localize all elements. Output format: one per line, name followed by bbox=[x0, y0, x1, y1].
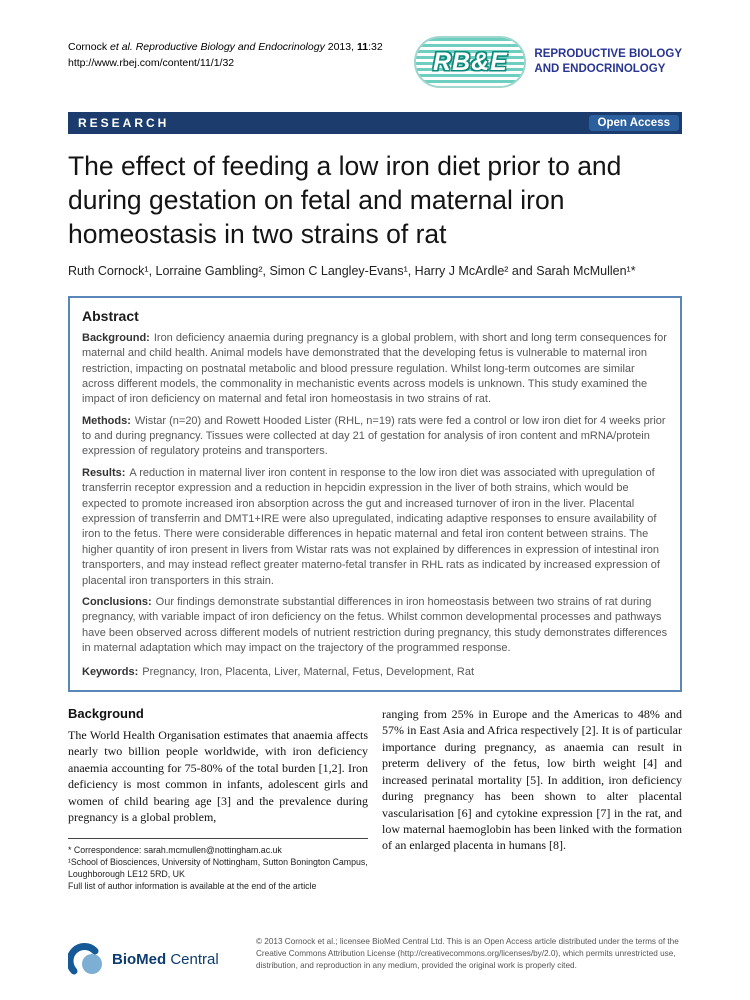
affiliation-note: ¹School of Biosciences, University of Nottingham, Sutton Bonington Campus, Loughborough LE12 5RD, UK bbox=[68, 856, 368, 880]
research-banner bbox=[68, 112, 682, 134]
citation-pages: :32 bbox=[368, 41, 383, 53]
abstract-box bbox=[68, 296, 682, 692]
abstract-results-paragraph bbox=[82, 466, 668, 589]
abstract-methods-text: Wistar (n=20) and Rowett Hooded Lister (RHL, n=19) rats were fed a control or low iron diet for 4 weeks prior to and during pregnancy. Tissues were collected at day 21 of gestation for analysis of iron content and mRNA/protein expression of regulatory proteins and transporters. bbox=[82, 414, 666, 458]
keywords-label: Keywords: bbox=[82, 665, 139, 678]
correspondence-note bbox=[68, 844, 368, 856]
abstract-conclusions-paragraph bbox=[82, 595, 668, 657]
biomed-central-logo bbox=[68, 936, 240, 976]
abstract-background-paragraph bbox=[82, 331, 668, 408]
keywords-text: Pregnancy, Iron, Placenta, Liver, Maternal, Fetus, Development, Rat bbox=[142, 665, 475, 678]
article-title: The effect of feeding a low iron diet prior to and during gestation on fetal and maternal iron homeostasis in two strains of rat bbox=[68, 151, 622, 249]
abstract-conclusions-label: Conclusions: bbox=[82, 595, 152, 608]
rbe-logo-text: RB&E bbox=[432, 47, 508, 76]
copyright-text: © 2013 Cornock et al.; licensee BioMed Central Ltd. This is an Open Access article distributed under the terms of the Creative Commons Attribution License (http://creativecommons.org/licenses/by/2.0), which permits unrestricted use, distribution, and reproduction in any medium, provided the original work is properly cited. bbox=[256, 937, 679, 970]
biomed-central-wordmark bbox=[112, 951, 219, 968]
body-column-left bbox=[68, 706, 368, 893]
correspondence-email-link[interactable]: sarah.mcmullen@nottingham.ac.uk bbox=[143, 844, 282, 855]
abstract-background-label: Background: bbox=[82, 331, 150, 344]
keywords-line bbox=[82, 665, 668, 680]
abstract-conclusions-text: Our findings demonstrate substantial differences in iron homeostasis between two strains of rat during pregnancy, with variable impact of iron deficiency on the fetus. Whilst common developmental processes and pathways have been observed across different models of nutrient restriction during pregnancy, this study demonstrates differences in maternal adaptation which may impact on the trajectory of the programmed response. bbox=[82, 595, 668, 655]
biomed-central-logo-icon bbox=[68, 942, 106, 976]
abstract-results-text: A reduction in maternal liver iron content in response to the low iron diet was associated with upregulation of transferrin receptor expression and a reduction in hepcidin expression in the liver of both strains, which would be expected to promote increased iron absorption across the gut and increased turnover of iron in the liver. Placental expression of transferrin and DMT1+IRE were also upregulated, indicating adaptive responses to ensure availability of iron to the fetus. There were considerable differences in hepatic maternal and fetal iron content between strains. The higher quantity of iron present in livers from Wistar rats was not explained by differences in expression of intestinal iron transporters, and may instead reflect greater materno-fetal transfer in RHL rats as indicated by increased expression of placental iron transporters in this strain. bbox=[82, 466, 660, 587]
background-paragraph-left: The World Health Organisation estimates that anaemia affects nearly two billion people worldwide, with iron deficiency anaemia accounting for 75-80% of the total burden [1,2]. Iron deficiency is most common in infants, adolescent girls and women of child bearing age [3] and the prevalence during pregnancy is a global problem, bbox=[68, 727, 368, 825]
article-url-link[interactable]: http://www.rbej.com/content/11/1/32 bbox=[68, 56, 235, 69]
citation-line bbox=[68, 40, 383, 56]
rbe-journal-logo-icon bbox=[414, 36, 526, 88]
bmc-word-central: Central bbox=[170, 950, 219, 968]
body-section bbox=[68, 706, 682, 893]
page-header bbox=[68, 36, 682, 88]
abstract-methods-paragraph bbox=[82, 414, 668, 460]
abstract-results-label: Results: bbox=[82, 466, 126, 479]
journal-brand bbox=[414, 36, 682, 88]
abstract-methods-label: Methods: bbox=[82, 414, 131, 427]
research-label: RESEARCH bbox=[78, 116, 170, 130]
journal-name bbox=[534, 47, 682, 77]
page-footer bbox=[68, 936, 682, 976]
citation-year: 2013, bbox=[324, 41, 357, 53]
bmc-word-biomed: BioMed bbox=[112, 950, 167, 968]
citation-author: Cornock bbox=[68, 41, 111, 53]
authors-line: Ruth Cornock¹, Lorraine Gambling², Simon C Langley-Evans¹, Harry J McArdle² and Sarah McMullen¹* bbox=[68, 263, 636, 278]
open-access-badge: Open Access bbox=[589, 115, 679, 131]
citation-volume: 11 bbox=[356, 41, 369, 53]
citation-journal: et al. Reproductive Biology and Endocrinology bbox=[110, 41, 325, 53]
abstract-heading: Abstract bbox=[82, 307, 139, 324]
journal-name-line2: AND ENDOCRINOLOGY bbox=[534, 63, 666, 75]
background-heading: Background bbox=[68, 705, 144, 721]
abstract-background-text: Iron deficiency anaemia during pregnancy is a global problem, with short and long term consequences for maternal and child health. Animal models have demonstrated that the developing fetus is vulnerable to maternal iron restriction, impacting on postnatal metabolic and blood pressure regulation. Whilst long-term outcomes are similar across different models, the commonality in mechanistic events across models is unknown. This study examined the impact of iron deficiency on maternal and fetal iron homeostasis in two strains of rat. bbox=[82, 331, 667, 406]
author-info-note: Full list of author information is available at the end of the article bbox=[68, 881, 317, 892]
citation-block bbox=[68, 36, 383, 72]
journal-name-line1: REPRODUCTIVE BIOLOGY bbox=[534, 48, 682, 61]
body-column-right bbox=[382, 706, 682, 893]
correspondence-label: * Correspondence: bbox=[68, 844, 142, 855]
background-paragraph-right: ranging from 25% in Europe and the Americas to 48% and 57% in East Asia and Africa respectively [2]. It is of particular importance during pregnancy, as anaemia can result in preterm delivery of the fetus, low birth weight [4] and increased perinatal mortality [5]. In addition, iron deficiency during pregnancy has been shown to alter placental vascularisation [6] and cytokine expression [7] in the rat, and low maternal haemoglobin has been linked with the formation of an enlarged placenta in humans [8]. bbox=[382, 706, 682, 853]
footnote-block bbox=[68, 838, 368, 893]
